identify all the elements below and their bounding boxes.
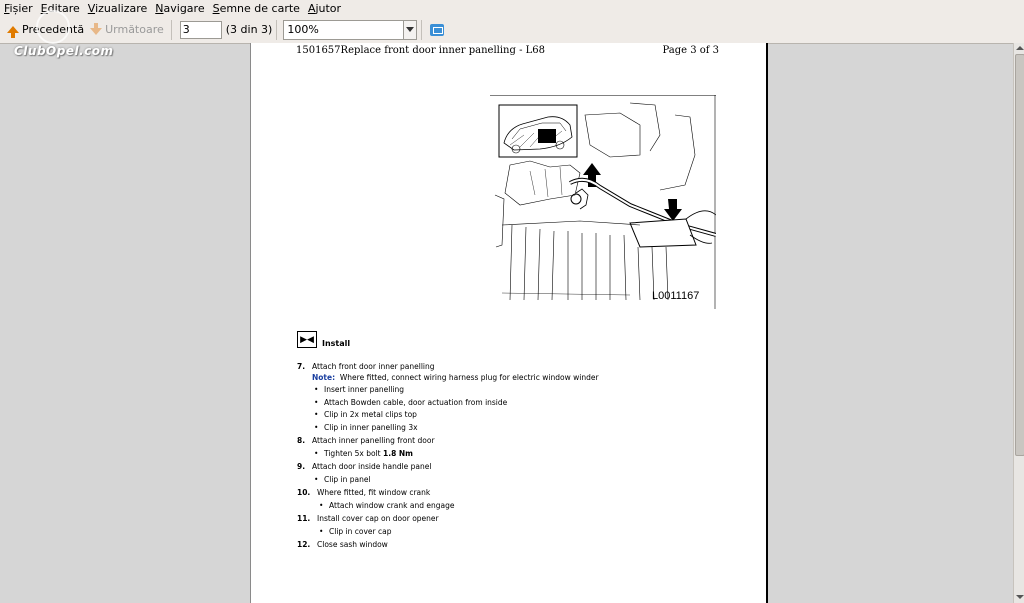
next-page-button[interactable] [87, 19, 167, 41]
menu-help[interactable]: Ajutor [307, 1, 342, 15]
note-label: Note: [312, 372, 336, 382]
step-number: 10. [297, 488, 311, 497]
step-bullet: • Clip in inner panelling 3x [314, 423, 737, 434]
step-text: Attach door inside handle panel [312, 462, 432, 471]
step-bullet [314, 449, 737, 460]
document-page [250, 43, 768, 603]
arrow-down-icon [90, 28, 102, 35]
step-number: 11. [297, 514, 311, 523]
toolbar [0, 16, 1024, 44]
step-item [297, 540, 737, 551]
install-label: Install [322, 339, 351, 348]
watermark: ClubOpel.com [14, 44, 114, 58]
step-number: 8. [297, 436, 306, 445]
step-bullet: • Clip in cover cap [319, 527, 737, 538]
next-page-label: Următoare [105, 23, 164, 36]
zoom-value[interactable]: 100% [283, 20, 404, 40]
step-text: Attach front door inner panelling [312, 362, 435, 371]
menu-bookmarks[interactable]: Semne de carte [212, 1, 300, 15]
watermark-logo-icon [36, 10, 70, 44]
scroll-up-icon[interactable] [1015, 44, 1024, 53]
scroll-down-icon[interactable] [1015, 593, 1024, 602]
step-text: Close sash window [317, 540, 388, 549]
step-number: 12. [297, 540, 311, 549]
door-panel-diagram [490, 95, 716, 309]
note-text: Where fitted, connect wiring harness plug for electric window winder [339, 372, 599, 382]
zoom-select[interactable] [283, 20, 417, 40]
page-number-input[interactable] [180, 21, 222, 39]
figure-label: L0011167 [652, 290, 700, 302]
menu-view[interactable]: Vizualizare [87, 1, 148, 15]
step-bullet: • Clip in 2x metal clips top [314, 410, 737, 421]
instruction-steps [297, 362, 737, 554]
scrollbar-thumb[interactable] [1015, 54, 1024, 456]
step-bullet: • Insert inner panelling [314, 385, 737, 396]
page-count: (3 din 3) [225, 23, 273, 36]
install-icon: ▶◀ [297, 331, 317, 348]
menu-edit[interactable]: Editare [40, 1, 80, 15]
step-item [297, 488, 737, 511]
menu-bar [0, 0, 1024, 16]
step-number: 7. [297, 362, 306, 371]
step-text: Attach inner panelling front door [312, 436, 435, 445]
install-heading [297, 331, 350, 348]
step-bullet: • Attach window crank and engage [319, 501, 737, 512]
step-bullet: • Clip in panel [314, 475, 737, 486]
torque-value: 1.8 Nm [383, 448, 413, 458]
step-item [297, 462, 737, 485]
toolbar-separator [421, 20, 422, 40]
menu-navigate[interactable]: Navigare [155, 1, 205, 15]
step-text: Where fitted, fit window crank [317, 488, 431, 497]
step-item [297, 436, 737, 459]
menu-file[interactable]: Fișier [4, 1, 33, 15]
chevron-down-icon[interactable] [404, 20, 417, 40]
toolbar-separator [171, 20, 172, 40]
step-text: Install cover cap on door opener [317, 514, 439, 523]
toolbar-separator [276, 20, 277, 40]
document-header-title: 1501657Replace front door inner panelling - L68 [296, 45, 545, 56]
step-number: 9. [297, 462, 306, 471]
previous-page-label: Precedentă [22, 23, 85, 36]
document-page-number: Page 3 of 3 [662, 45, 719, 56]
arrow-up-icon [7, 26, 19, 33]
vertical-scrollbar[interactable] [1013, 43, 1024, 603]
step-item [297, 514, 737, 537]
step-note [312, 373, 737, 384]
fit-page-icon[interactable] [430, 24, 444, 36]
bullet-text: • Tighten 5x bolt [324, 448, 381, 458]
step-item [297, 362, 737, 433]
step-bullet: • Attach Bowden cable, door actuation from inside [314, 398, 737, 409]
